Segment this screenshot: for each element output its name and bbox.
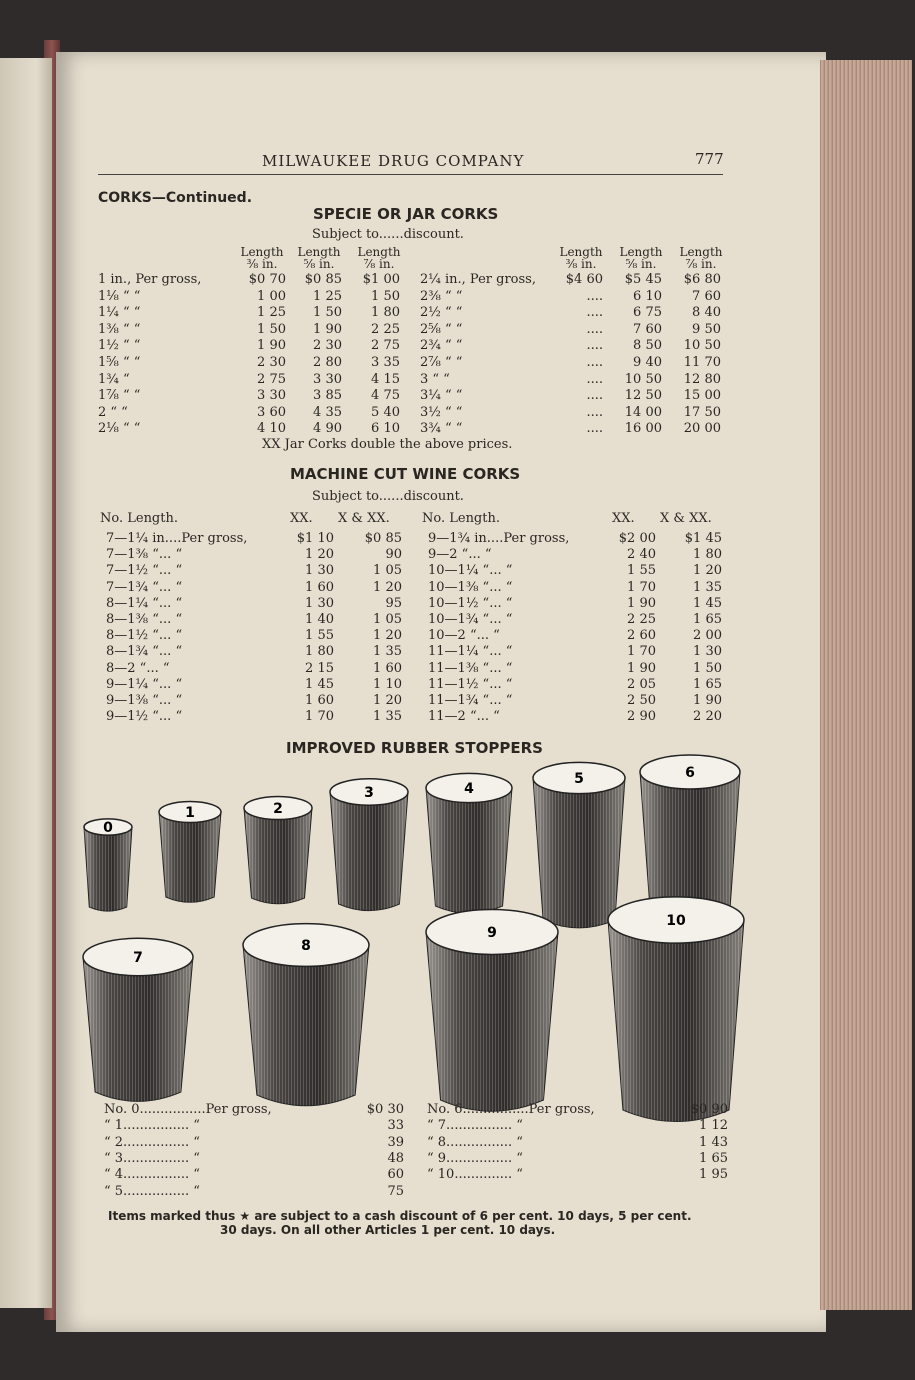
stopper-10 <box>608 897 744 1122</box>
wine-price: 1 80 <box>693 547 722 563</box>
wine-price: 2 20 <box>693 709 722 725</box>
wine-size-label: 7—1⅜ “... “ <box>106 547 183 563</box>
rubber-price-label: “ 9................ “ <box>427 1150 523 1166</box>
wine-header-xxx: X & XX. <box>338 511 390 526</box>
wine-size-label: 9—1⅜ “... “ <box>106 693 183 708</box>
svg-text:4: 4 <box>464 781 474 797</box>
specie-price: .... <box>586 388 603 404</box>
specie-size-label: 1⅞ “ “ <box>98 388 141 404</box>
specie-price: 8 40 <box>692 305 721 321</box>
wine-size-label: 7—1¾ “... “ <box>106 579 183 595</box>
specie-length-header: Length ⅞ in. <box>679 245 723 271</box>
wine-price: 1 30 <box>693 644 722 660</box>
rubber-price: $0 90 <box>690 1102 728 1117</box>
specie-size-label: 2⅛ “ “ <box>98 421 141 437</box>
specie-price: 1 90 <box>257 338 286 354</box>
wine-price: 1 60 <box>305 579 334 595</box>
wine-size-label: 8—1¼ “... “ <box>106 595 183 611</box>
specie-price: $4 60 <box>565 272 603 287</box>
specie-length-header: Length ⅝ in. <box>297 245 341 271</box>
specie-price: 4 35 <box>313 404 342 420</box>
wine-price: 1 35 <box>693 579 722 595</box>
wine-size-label: 10—1½ “... “ <box>428 595 513 611</box>
wine-size-label: 11—1⅜ “... “ <box>428 660 513 676</box>
wine-price: 2 25 <box>627 612 656 627</box>
stopper-5 <box>533 762 625 927</box>
specie-price: $5 45 <box>624 272 662 287</box>
rubber-price: 1 65 <box>699 1150 728 1166</box>
wine-size-label: 11—1½ “... “ <box>428 676 513 692</box>
rubber-price: 75 <box>387 1183 404 1199</box>
svg-text:10: 10 <box>666 913 686 929</box>
specie-size-label: 2¼ in., Per gross, <box>420 272 536 287</box>
specie-price: 5 40 <box>371 404 400 420</box>
specie-size-label: 3 “ “ <box>420 371 450 387</box>
specie-size-label: 2⅞ “ “ <box>420 355 463 370</box>
wine-size-label: 8—1¾ “... “ <box>106 644 183 660</box>
stopper-8 <box>243 924 369 1106</box>
svg-text:5: 5 <box>574 771 584 787</box>
specie-length-header: Length ⅜ in. <box>559 245 603 271</box>
specie-size-label: 2¾ “ “ <box>420 338 463 354</box>
specie-size-label: 2½ “ “ <box>420 305 463 321</box>
wine-header-xx: XX. <box>290 511 313 526</box>
wine-price: 90 <box>385 547 402 563</box>
rubber-price: 1 12 <box>699 1118 728 1134</box>
rubber-price-label: No. 0................Per gross, <box>104 1102 272 1117</box>
wine-price: 1 55 <box>627 563 656 579</box>
wine-price: 1 60 <box>373 660 402 676</box>
specie-size-label: 1¾ “ <box>98 371 130 387</box>
svg-text:7: 7 <box>133 950 143 966</box>
wine-size-label: 9—1½ “... “ <box>106 709 183 725</box>
rubber-price-label: “ 7................ “ <box>427 1118 523 1134</box>
svg-text:2: 2 <box>273 801 283 817</box>
specie-price: 2 75 <box>257 371 286 387</box>
specie-price: 11 70 <box>683 355 721 370</box>
specie-price: 4 75 <box>371 388 400 404</box>
wine-subtitle: Subject to......discount. <box>312 489 464 504</box>
wine-price: 1 45 <box>693 595 722 611</box>
specie-price: .... <box>586 404 603 420</box>
wine-price: 1 20 <box>373 579 402 595</box>
specie-length-header: Length ⅜ in. <box>240 245 284 271</box>
wine-size-label: 8—1½ “... “ <box>106 628 183 644</box>
specie-price: 14 00 <box>624 404 662 420</box>
wine-price: 2 50 <box>627 693 656 708</box>
specie-length-header: Length ⅞ in. <box>357 245 401 271</box>
specie-price: 4 10 <box>257 421 286 437</box>
wine-size-label: 8—2 “... “ <box>106 660 170 676</box>
stopper-2 <box>244 796 312 903</box>
specie-price: 4 15 <box>371 371 400 387</box>
wine-size-label: 7—1¼ in....Per gross, <box>106 531 248 546</box>
specie-price: 1 25 <box>313 288 342 304</box>
wine-size-label: 10—1⅜ “... “ <box>428 579 513 595</box>
rubber-price: 60 <box>387 1167 404 1183</box>
wine-price: 2 90 <box>627 709 656 725</box>
rubber-price-label: “ 4................ “ <box>104 1167 200 1183</box>
wine-price: 1 20 <box>305 547 334 563</box>
footer-line-2: 30 days. On all other Articles 1 per cent. 10 days. <box>220 1223 556 1237</box>
wine-price: 2 05 <box>627 676 656 692</box>
specie-price: 10 50 <box>624 371 662 387</box>
wine-price: $1 10 <box>296 531 334 546</box>
wine-size-label: 9—1¼ “... “ <box>106 676 183 692</box>
wine-header-label: No. Length. <box>100 511 178 526</box>
specie-price: 1 90 <box>313 321 342 337</box>
specie-price: 2 80 <box>313 355 342 370</box>
rubber-price-label: “ 8................ “ <box>427 1134 523 1150</box>
specie-size-label: 1⅝ “ “ <box>98 355 141 370</box>
svg-text:8: 8 <box>301 938 311 954</box>
specie-price: 3 30 <box>257 388 286 404</box>
specie-price: 2 30 <box>313 338 342 354</box>
specie-price: 4 90 <box>313 421 342 437</box>
specie-price: 3 60 <box>257 404 286 420</box>
svg-text:6: 6 <box>685 765 695 781</box>
stopper-3 <box>330 779 408 911</box>
specie-price: .... <box>586 288 603 304</box>
wine-price: 2 15 <box>305 660 334 676</box>
specie-price: 3 85 <box>313 388 342 404</box>
specie-price: 12 50 <box>624 388 662 404</box>
specie-size-label: 1½ “ “ <box>98 338 141 354</box>
specie-price: 2 25 <box>371 321 400 337</box>
rubber-price: 1 95 <box>699 1167 728 1183</box>
specie-size-label: 2⅜ “ “ <box>420 288 463 304</box>
specie-price: 1 25 <box>257 305 286 321</box>
stopper-7 <box>83 938 193 1101</box>
footer-line-1: Items marked thus ★ are subject to a cash discount of 6 per cent. 10 days, 5 per cent. <box>108 1209 692 1223</box>
wine-price: 1 90 <box>627 595 656 611</box>
wine-title: MACHINE CUT WINE CORKS <box>290 465 521 483</box>
specie-price: $0 85 <box>304 272 342 287</box>
specie-price: .... <box>586 371 603 387</box>
svg-text:3: 3 <box>364 785 374 801</box>
wine-size-label: 10—1¼ “... “ <box>428 563 513 579</box>
specie-price: 1 50 <box>313 305 342 321</box>
specie-price: .... <box>586 305 603 321</box>
specie-subtitle: Subject to......discount. <box>312 227 464 242</box>
rubber-price-label: “ 10.............. “ <box>427 1167 523 1183</box>
page-header-title: MILWAUKEE DRUG COMPANY <box>262 152 525 170</box>
wine-price: 1 30 <box>305 563 334 579</box>
specie-price: 7 60 <box>692 288 721 304</box>
wine-price: 2 40 <box>627 547 656 563</box>
wine-price: 2 60 <box>627 628 656 644</box>
specie-size-label: 2 “ “ <box>98 404 128 420</box>
wine-header-xxx: X & XX. <box>660 511 712 526</box>
wine-price: 1 20 <box>373 693 402 708</box>
stopper-9 <box>426 910 558 1112</box>
specie-price: 6 10 <box>633 288 662 304</box>
wine-size-label: 7—1½ “... “ <box>106 563 183 579</box>
wine-price: 1 20 <box>693 563 722 579</box>
specie-price: 6 10 <box>371 421 400 437</box>
wine-price: 1 55 <box>305 628 334 644</box>
wine-price: 1 70 <box>627 579 656 595</box>
specie-note: XX Jar Corks double the above prices. <box>262 437 513 452</box>
wine-price: 1 40 <box>305 612 334 627</box>
wine-size-label: 10—2 “... “ <box>428 628 500 644</box>
wine-price: $2 00 <box>618 531 656 546</box>
wine-price: 1 35 <box>373 709 402 725</box>
wine-price: 1 65 <box>693 676 722 692</box>
rubber-title: IMPROVED RUBBER STOPPERS <box>286 739 543 757</box>
specie-price: 10 50 <box>683 338 721 354</box>
wine-price: 1 70 <box>305 709 334 725</box>
specie-price: 20 00 <box>683 421 721 437</box>
specie-price: 1 00 <box>257 288 286 304</box>
wine-price: 1 05 <box>373 612 402 627</box>
wine-price: 1 90 <box>693 693 722 708</box>
wine-price: 1 90 <box>627 660 656 676</box>
specie-size-label: 2⅝ “ “ <box>420 321 463 337</box>
wine-price: $1 45 <box>684 531 722 546</box>
wine-price: 1 65 <box>693 612 722 627</box>
rubber-price: $0 30 <box>366 1102 404 1117</box>
specie-price: 8 50 <box>633 338 662 354</box>
svg-text:1: 1 <box>185 805 195 821</box>
wine-size-label: 11—2 “... “ <box>428 709 500 725</box>
wine-price: 1 30 <box>305 595 334 611</box>
specie-price: .... <box>586 321 603 337</box>
specie-price: .... <box>586 421 603 437</box>
specie-size-label: 1⅛ “ “ <box>98 288 141 304</box>
wine-price: $0 85 <box>364 531 402 546</box>
specie-length-header: Length ⅝ in. <box>619 245 663 271</box>
page-number: 777 <box>695 150 724 168</box>
specie-price: .... <box>586 338 603 354</box>
specie-price: $1 00 <box>362 272 400 287</box>
specie-size-label: 3¾ “ “ <box>420 421 463 437</box>
wine-size-label: 10—1¾ “... “ <box>428 612 513 627</box>
stopper-0 <box>84 819 132 911</box>
wine-size-label: 8—1⅜ “... “ <box>106 612 183 627</box>
wine-price: 1 35 <box>373 644 402 660</box>
specie-price: 3 35 <box>371 355 400 370</box>
wine-price: 1 10 <box>373 676 402 692</box>
specie-price: .... <box>586 355 603 370</box>
rubber-price: 48 <box>387 1150 404 1166</box>
specie-size-label: 3½ “ “ <box>420 404 463 420</box>
specie-size-label: 1¼ “ “ <box>98 305 141 321</box>
wine-price: 1 50 <box>693 660 722 676</box>
wine-header-xx: XX. <box>612 511 635 526</box>
wine-price: 1 60 <box>305 693 334 708</box>
specie-price: 12 80 <box>683 371 721 387</box>
svg-text:0: 0 <box>103 820 113 836</box>
rubber-price-label: No. 6................Per gross, <box>427 1102 595 1117</box>
specie-price: 3 30 <box>313 371 342 387</box>
specie-price: 1 50 <box>371 288 400 304</box>
wine-size-label: 9—2 “... “ <box>428 547 492 563</box>
rubber-price: 1 43 <box>699 1134 728 1150</box>
wine-price: 95 <box>385 595 402 611</box>
rubber-price: 39 <box>387 1134 404 1150</box>
svg-text:9: 9 <box>487 925 497 941</box>
stopper-1 <box>159 801 221 902</box>
rubber-price-label: “ 5................ “ <box>104 1183 200 1199</box>
specie-price: 1 80 <box>371 305 400 321</box>
specie-size-label: 3¼ “ “ <box>420 388 463 404</box>
wine-price: 1 45 <box>305 676 334 692</box>
wine-price: 1 05 <box>373 563 402 579</box>
wine-price: 1 20 <box>373 628 402 644</box>
specie-price: 2 75 <box>371 338 400 354</box>
rubber-price-label: “ 2................ “ <box>104 1134 200 1150</box>
specie-title: SPECIE OR JAR CORKS <box>313 205 499 223</box>
specie-size-label: 1⅜ “ “ <box>98 321 141 337</box>
specie-price: 1 50 <box>257 321 286 337</box>
specie-price: 2 30 <box>257 355 286 370</box>
rubber-price: 33 <box>387 1118 404 1134</box>
stopper-4 <box>426 773 512 913</box>
wine-price: 1 80 <box>305 644 334 660</box>
wine-size-label: 11—1¾ “... “ <box>428 693 513 708</box>
rubber-price-label: “ 1................ “ <box>104 1118 200 1134</box>
specie-price: 9 50 <box>692 321 721 337</box>
wine-price: 1 70 <box>627 644 656 660</box>
specie-price: 9 40 <box>633 355 662 370</box>
wine-price: 2 00 <box>693 628 722 644</box>
rubber-price-label: “ 3................ “ <box>104 1150 200 1166</box>
specie-price: 6 75 <box>633 305 662 321</box>
wine-header-label: No. Length. <box>422 511 500 526</box>
specie-price: 15 00 <box>683 388 721 404</box>
specie-price: 17 50 <box>683 404 721 420</box>
specie-price: $6 80 <box>683 272 721 287</box>
corks-continued-heading: CORKS—Continued. <box>98 190 253 206</box>
wine-size-label: 9—1¾ in....Per gross, <box>428 531 570 546</box>
specie-price: 7 60 <box>633 321 662 337</box>
specie-size-label: 1 in., Per gross, <box>98 272 202 287</box>
specie-price: $0 70 <box>248 272 286 287</box>
specie-price: 16 00 <box>624 421 662 437</box>
wine-size-label: 11—1¼ “... “ <box>428 644 513 660</box>
